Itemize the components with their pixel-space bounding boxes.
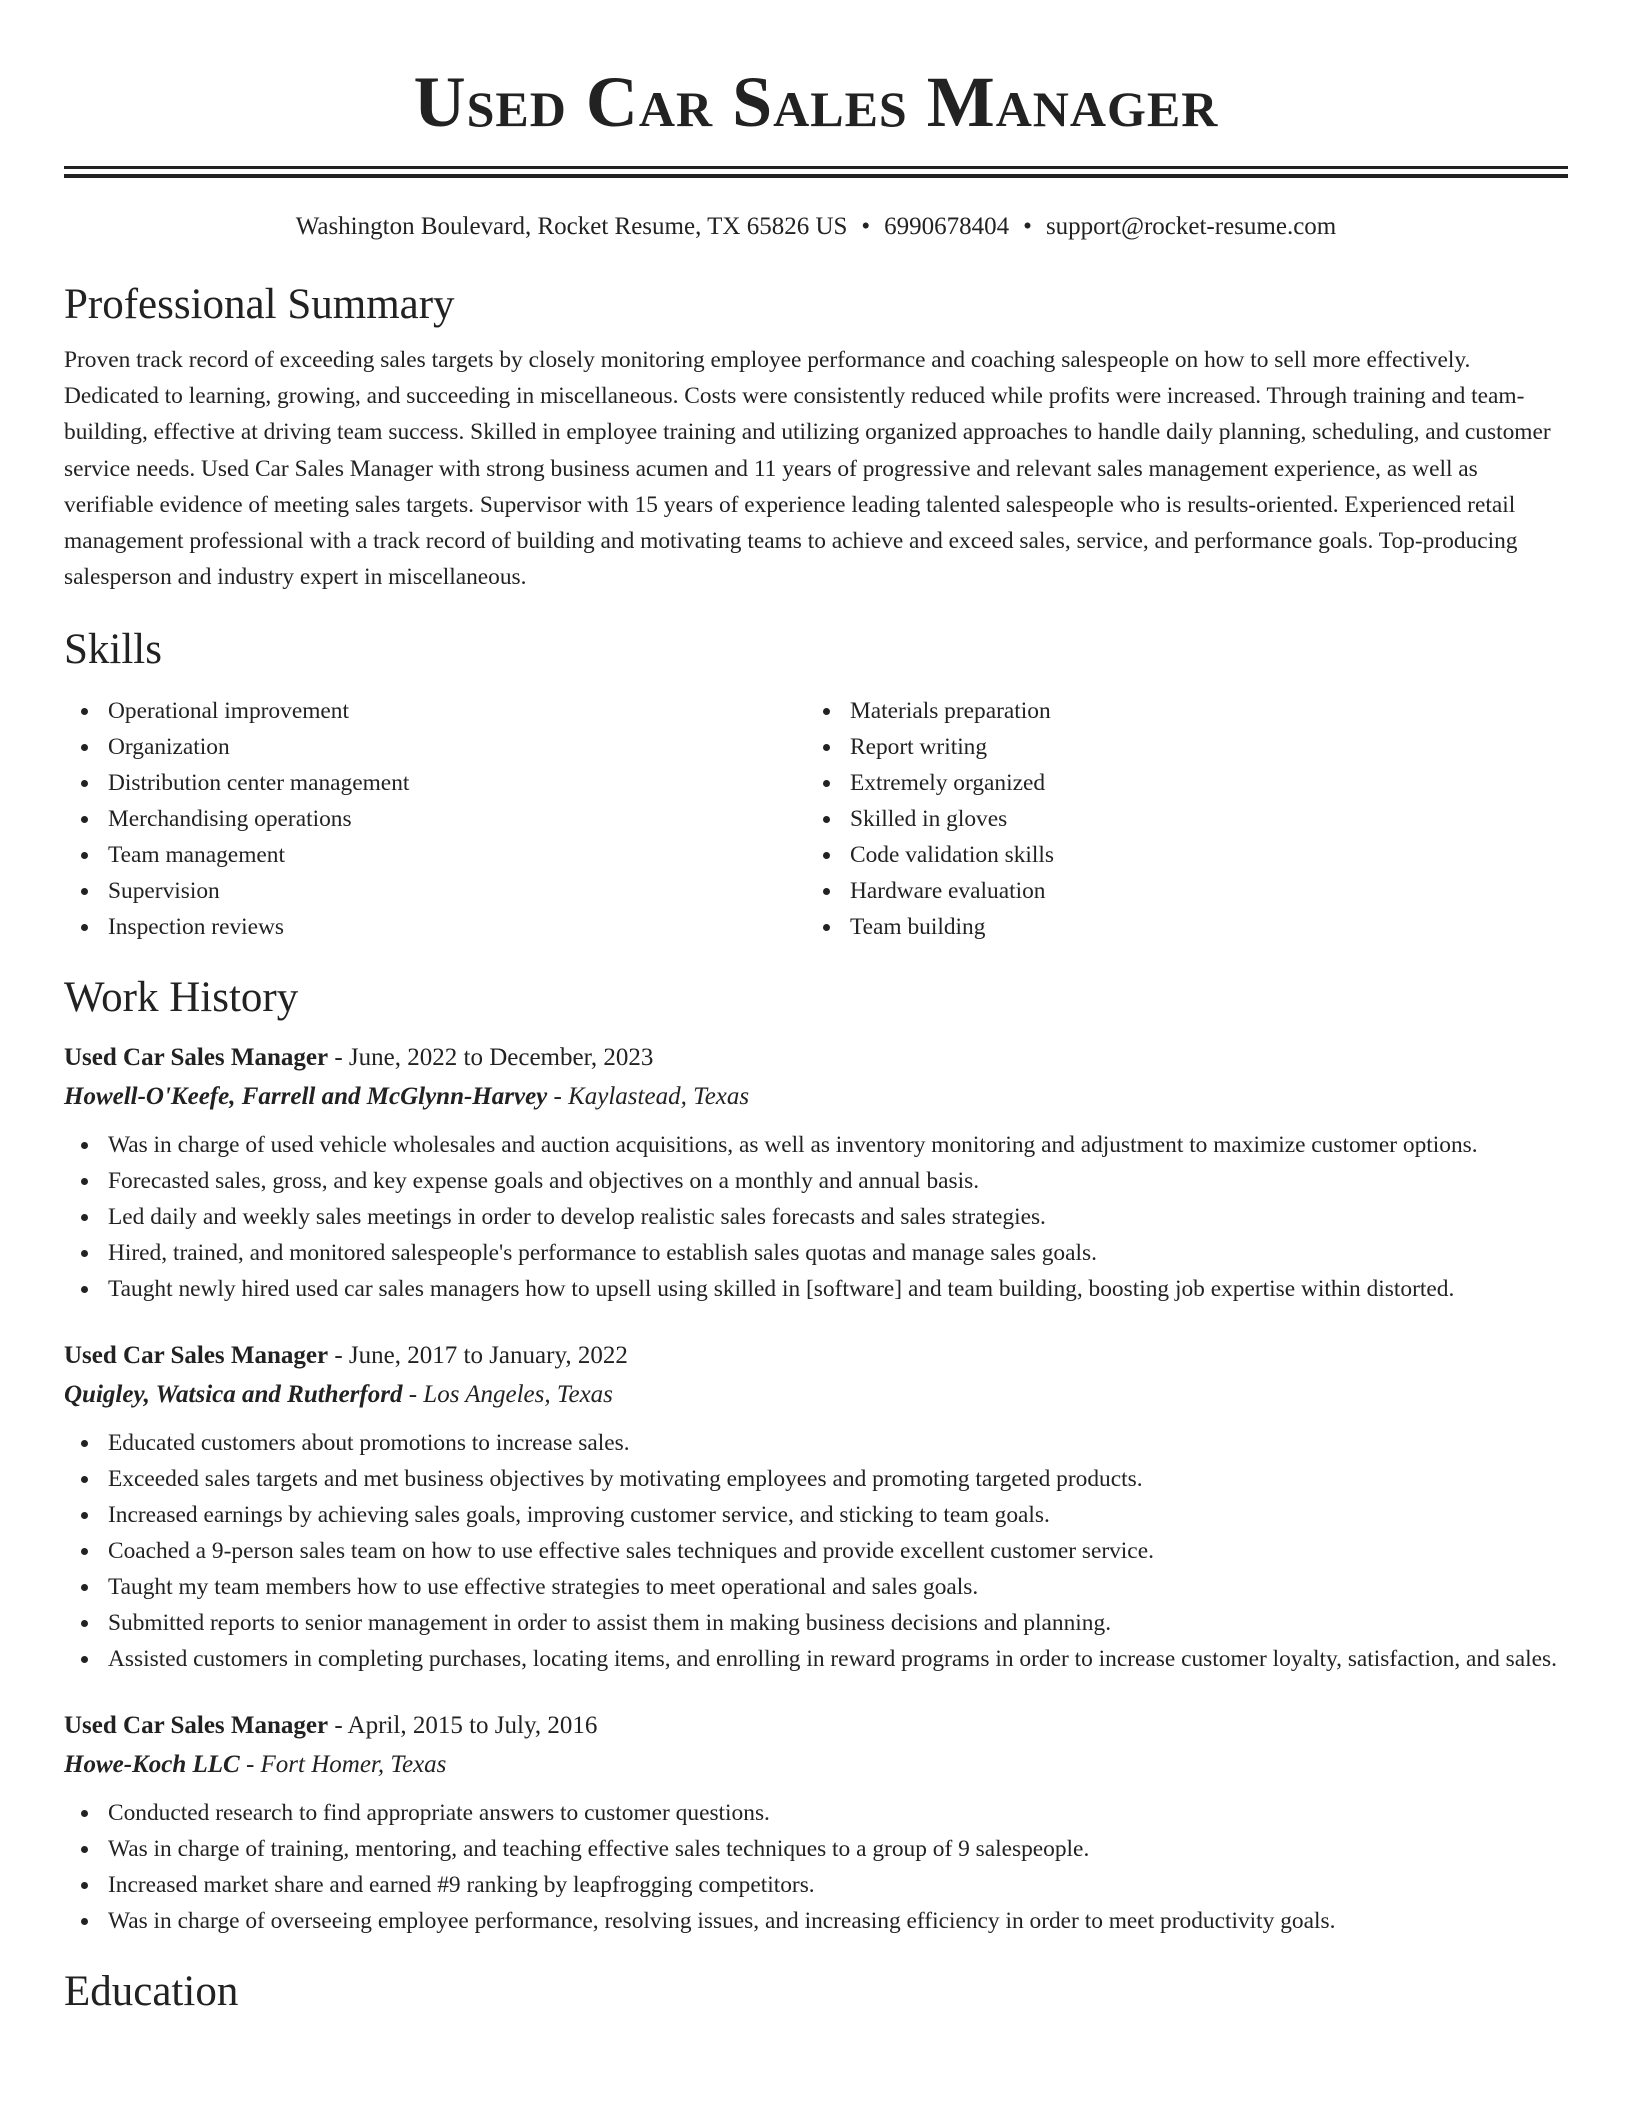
skill-item: Team building bbox=[806, 909, 1548, 945]
job-duties bbox=[64, 1425, 1568, 1677]
job-duty: Taught newly hired used car sales managers how to upsell using skilled in [software] and team building, boosting job expertise within distorted. bbox=[64, 1271, 1568, 1307]
education-section bbox=[64, 1965, 1568, 2019]
summary-heading: Professional Summary bbox=[64, 281, 455, 328]
job-duty: Submitted reports to senior management in order to assist them in making business decisions and planning. bbox=[64, 1605, 1568, 1641]
job-duty: Was in charge of used vehicle wholesales and auction acquisitions, as well as inventory monitoring and adjustment to maximize customer options. bbox=[64, 1127, 1568, 1163]
summary-text: Proven track record of exceeding sales targets by closely monitoring employee performance and coaching salespeople on how to sell more effectively. Dedicated to learning, growing, and succeeding in miscellaneous. Costs were consistently reduced while profits were increased. Through training and team-building, effective at driving team success. Skilled in employee training and utilizing organized approaches to handle daily planning, scheduling, and customer service needs. Used Car Sales Manager with strong business acumen and 11 years of progressive and relevant sales management experience, as well as verifiable evidence of meeting sales targets. Supervisor with 15 years of experience leading talented salespeople who is results-oriented. Experienced retail management professional with a track record of building and motivating teams to achieve and exceed sales, service, and performance goals. Top-producing salesperson and industry expert in miscellaneous. bbox=[64, 347, 1551, 591]
job-company-line bbox=[64, 1375, 1568, 1415]
skill-item: Merchandising operations bbox=[64, 801, 806, 837]
job-company-line bbox=[64, 1745, 1568, 1785]
skills-columns bbox=[64, 693, 1568, 945]
job-duties bbox=[64, 1127, 1568, 1307]
job-title-line bbox=[64, 1039, 1568, 1077]
contact-separator: • bbox=[1023, 213, 1032, 240]
job-duty: Led daily and weekly sales meetings in order to develop realistic sales forecasts and sales strategies. bbox=[64, 1199, 1568, 1235]
job-duty: Was in charge of training, mentoring, and teaching effective sales techniques to a group of 9 salespeople. bbox=[64, 1831, 1568, 1867]
candidate-name: Used Car Sales Manager bbox=[413, 62, 1219, 142]
job-dates: - April, 2015 to July, 2016 bbox=[328, 1712, 598, 1740]
job-dates: - June, 2022 to December, 2023 bbox=[328, 1044, 654, 1072]
skill-item: Inspection reviews bbox=[64, 909, 806, 945]
job-duty: Conducted research to find appropriate answers to customer questions. bbox=[64, 1795, 1568, 1831]
job-duty: Hired, trained, and monitored salespeople's performance to establish sales quotas and manage sales goals. bbox=[64, 1235, 1568, 1271]
job-location: - Fort Homer, Texas bbox=[239, 1751, 447, 1779]
job-company-line bbox=[64, 1077, 1568, 1117]
skills-heading: Skills bbox=[64, 626, 162, 674]
skill-item: Skilled in gloves bbox=[806, 801, 1548, 837]
skill-item: Supervision bbox=[64, 873, 806, 909]
skill-item: Hardware evaluation bbox=[806, 873, 1548, 909]
contact-email[interactable]: support@rocket-resume.com bbox=[1045, 213, 1337, 240]
job-duty: Assisted customers in completing purchases, locating items, and enrolling in reward programs in order to increase customer loyalty, satisfaction, and sales. bbox=[64, 1641, 1568, 1677]
skill-item: Operational improvement bbox=[64, 693, 806, 729]
job-title: Used Car Sales Manager bbox=[64, 1712, 329, 1740]
job-dates: - June, 2017 to January, 2022 bbox=[328, 1342, 628, 1370]
education-heading: Education bbox=[64, 1968, 239, 2016]
work-history-heading: Work History bbox=[64, 974, 299, 1022]
skill-item: Materials preparation bbox=[806, 693, 1548, 729]
job-duty: Coached a 9-person sales team on how to use effective sales techniques and provide excellent customer service. bbox=[64, 1533, 1568, 1569]
job-entry bbox=[64, 1707, 1568, 1939]
job-entry bbox=[64, 1039, 1568, 1307]
job-duties bbox=[64, 1795, 1568, 1939]
job-duty: Educated customers about promotions to increase sales. bbox=[64, 1425, 1568, 1461]
summary-section bbox=[64, 278, 1568, 595]
skill-item: Report writing bbox=[806, 729, 1548, 765]
job-title-line bbox=[64, 1337, 1568, 1375]
skill-item: Distribution center management bbox=[64, 765, 806, 801]
job-duty: Increased earnings by achieving sales goals, improving customer service, and sticking to team goals. bbox=[64, 1497, 1568, 1533]
job-duty: Forecasted sales, gross, and key expense goals and objectives on a monthly and annual basis. bbox=[64, 1163, 1568, 1199]
job-company: Howell-O'Keefe, Farrell and McGlynn-Harvey bbox=[64, 1083, 548, 1111]
header-divider bbox=[64, 166, 1568, 178]
job-location: - Los Angeles, Texas bbox=[402, 1381, 613, 1409]
job-entry bbox=[64, 1337, 1568, 1677]
skill-item: Organization bbox=[64, 729, 806, 765]
skill-item: Extremely organized bbox=[806, 765, 1548, 801]
contact-address: Washington Boulevard, Rocket Resume, TX 65826 US bbox=[295, 213, 848, 240]
skills-section bbox=[64, 623, 1568, 945]
job-duty: Increased market share and earned #9 ranking by leapfrogging competitors. bbox=[64, 1867, 1568, 1903]
contact-line bbox=[64, 210, 1568, 244]
job-duty: Exceeded sales targets and met business objectives by motivating employees and promoting targeted products. bbox=[64, 1461, 1568, 1497]
job-duty: Was in charge of overseeing employee performance, resolving issues, and increasing efficiency in order to meet productivity goals. bbox=[64, 1903, 1568, 1939]
job-title-line bbox=[64, 1707, 1568, 1745]
job-title: Used Car Sales Manager bbox=[64, 1342, 329, 1370]
skills-list-right bbox=[806, 693, 1548, 945]
skill-item: Team management bbox=[64, 837, 806, 873]
job-location: - Kaylastead, Texas bbox=[547, 1083, 750, 1111]
job-title: Used Car Sales Manager bbox=[64, 1044, 329, 1072]
job-company: Howe-Koch LLC bbox=[64, 1751, 240, 1779]
job-duty: Taught my team members how to use effective strategies to meet operational and sales goals. bbox=[64, 1569, 1568, 1605]
contact-separator: • bbox=[861, 213, 871, 240]
skill-item: Code validation skills bbox=[806, 837, 1548, 873]
job-company: Quigley, Watsica and Rutherford bbox=[64, 1381, 403, 1409]
contact-phone: 6990678404 bbox=[884, 213, 1010, 240]
skills-list-left bbox=[64, 693, 806, 945]
work-history-section bbox=[64, 971, 1568, 1939]
